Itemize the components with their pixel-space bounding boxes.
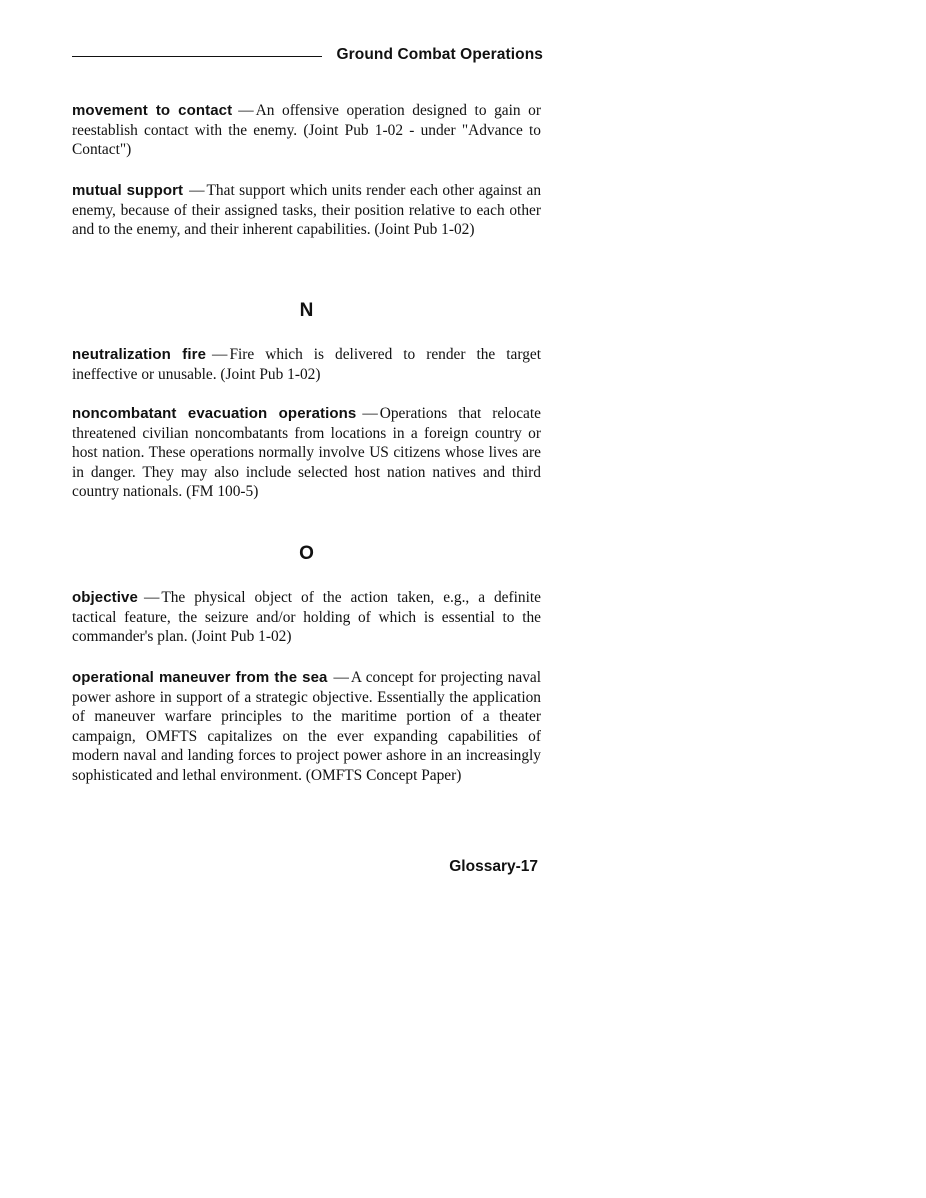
em-dash: — [333, 669, 349, 686]
glossary-term: noncombatant evacuation operations [72, 405, 357, 422]
section-letter-o: O [299, 543, 314, 564]
glossary-term: mutual support [72, 182, 184, 199]
em-dash: — [189, 182, 205, 199]
glossary-definition: The physical object of the action taken, e.g., a definite tactical feature, the seizure and/or holding of which is essential to the commander's plan. (Joint Pub 1-02) [72, 589, 541, 646]
glossary-definition: That support which units render each other against an enemy, because of their assigned tasks, their position relative to each other and to the enemy, and their inherent capabilities. (Joint Pub 1-02) [72, 182, 542, 239]
glossary-term: operational maneuver from the sea [72, 669, 328, 686]
glossary-definition: Fire which is delivered to render the target ineffective or unusable. (Joint Pub 1-02) [72, 346, 541, 383]
glossary-entry-operational-maneuver-from-the-sea [72, 668, 541, 786]
glossary-definition: Operations that relocate threatened civilian noncombatants from locations in a foreign country or host nation. These operations normally involve US citizens whose lives are in danger. They may also include selected host nation natives and third country nationals. (FM 100-5) [72, 405, 541, 501]
glossary-entry-neutralization-fire [72, 345, 541, 384]
glossary-entry-objective [72, 588, 541, 647]
header-title: Ground Combat Operations [336, 46, 543, 63]
em-dash: — [362, 405, 378, 422]
page-number: Glossary-17 [449, 858, 538, 875]
glossary-entry-mutual-support [72, 181, 541, 240]
glossary-term: neutralization fire [72, 346, 207, 363]
glossary-definition: A concept for projecting naval power ashore in support of a strategic objective. Essentially the application of maneuver warfare principles to the maritime portion of a theater campaign, OMFTS capitalizes on the ever expanding capabilities of modern naval and landing forces to project power ashore in an increasingly sophisticated and lethal environment. (OMFTS Concept Paper) [72, 669, 541, 784]
em-dash: — [212, 346, 228, 363]
running-header [72, 46, 543, 68]
glossary-definition: An offensive operation designed to gain or reestablish contact with the enemy. (Joint Pub 1-02 - under "Advance to Contact") [72, 102, 541, 159]
glossary-term: objective [72, 589, 138, 606]
em-dash: — [143, 589, 160, 606]
glossary-entry-movement-to-contact [72, 101, 541, 160]
section-letter-n: N [299, 300, 314, 321]
em-dash: — [238, 102, 254, 119]
glossary-term: movement to contact [72, 102, 233, 119]
glossary-entry-noncombatant-evacuation-operations [72, 404, 541, 502]
header-rule [72, 56, 322, 57]
